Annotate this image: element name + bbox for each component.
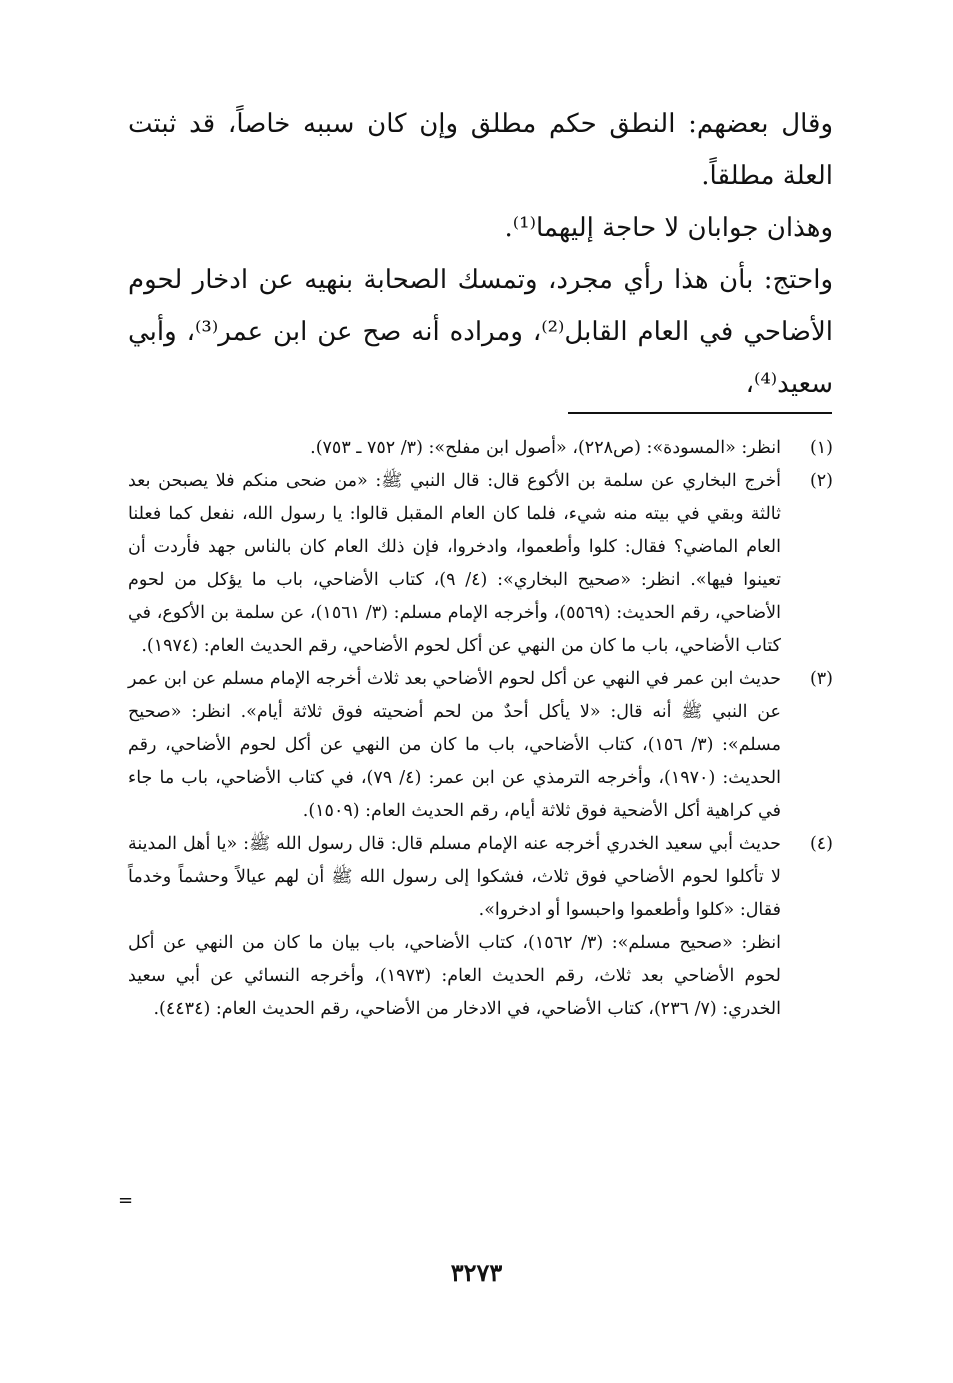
footnote [128, 465, 833, 663]
footnote-number: (١) [809, 438, 833, 458]
footnote-number: (٢) [809, 471, 833, 491]
body-paragraph: وقال بعضهم: النطق حكم مطلق وإن كان سببه خاصاً، قد ثبتت العلة مطلقاً. [128, 109, 833, 191]
footnote [128, 828, 833, 927]
page-number: ٣٢٧٣ [450, 1258, 503, 1287]
footnote-text: حديث ابن عمر في النهي عن أكل لحوم الأضاحي بعد ثلاث أخرجه الإمام مسلم عن ابن عمر عن النبي ﷺ أنه قال: «لا يأكل أحدٌ من لحم أضحيته فوق ثلاثة أيام». انظر: «صحيح مسلم»: (٣/ ١٥٦)، كتاب الأضاحي، باب ما كان من النهي عن أكل لحوم الأضاحي، رقم الحديث: (١٩٧٠)، وأخرجه الترمذي عن ابن عمر: (٤/ ٧٩)، في كتاب الأضاحي، باب ما جاء في كراهية أكل الأضحية فوق ثلاثة أيام، رقم الحديث العام: (١٥٠٩). [128, 669, 781, 821]
footnote-number: (٤) [809, 834, 833, 854]
footnote-separator [568, 412, 832, 414]
footnote-number: (٣) [809, 669, 833, 689]
continuation-mark: = [118, 1190, 134, 1211]
footnote-text: أخرج البخاري عن سلمة بن الأكوع قال: قال النبي ﷺ: «من ضحى منكم فلا يصبحن بعد ثالثة وبقي في بيته منه شيء، فلما كان العام المقبل قالوا: يا رسول الله، نفعل كما فعلنا العام الماضي؟ فقال: كلوا وأطعموا، وادخروا، فإن ذلك العام كان بالناس جهد فأردت أن تعينوا فيها». انظر: «صحيح البخاري»: (٤/ ٩)، كتاب الأضاحي، باب ما يؤكل من لحوم الأضاحي، رقم الحديث: (٥٥٦٩)، وأخرجه الإمام مسلم: (٣/ ١٥٦١)، عن سلمة بن الأكوع، في كتاب الأضاحي، باب ما كان من النهي عن أكل لحوم الأضاحي، رقم الحديث العام: (١٩٧٤). [128, 471, 782, 656]
footnote [128, 663, 833, 828]
footnote-text: انظر: «المسودة»: (ص٢٢٨)، «أصول ابن مفلح»: (٣/ ٧٥٢ ـ ٧٥٣). [310, 438, 781, 458]
main-text [128, 98, 833, 410]
footnotes [128, 432, 833, 1026]
footnote-continuation: انظر: «صحيح مسلم»: (٣/ ١٥٦٢)، كتاب الأضاحي، باب بيان ما كان من النهي عن أكل لحوم الأضاحي بعد ثلاث، رقم الحديث العام: (١٩٧٣)، وأخرجه النسائي عن أبي سعيد الخدري: (٧/ ٢٣٦)، كتاب الأضاحي، في الادخار من الأضاحي، رقم الحديث العام: (٤٤٣٤). [128, 933, 782, 1019]
footnote-text: حديث أبي سعيد الخدري أخرجه عنه الإمام مسلم قال: قال رسول الله ﷺ: «يا أهل المدينة لا تأكلوا لحوم الأضاحي فوق ثلاث، فشكوا إلى رسول الله ﷺ أن لهم عيالاً وحشماً وخدماً فقال: «كلوا وأطعموا واحبسوا أو ادخروا». [128, 834, 781, 920]
body-paragraph: وهذان جوابان لا حاجة إليهما⁽¹⁾. [504, 213, 833, 243]
footnote [128, 432, 833, 465]
body-paragraph: واحتج: بأن هذا رأي مجرد، وتمسك الصحابة بنهيه عن ادخار لحوم الأضاحي في العام القابل⁽²⁾، ومراده أنه صح عن ابن عمر⁽³⁾، وأبي سعيد⁽⁴⁾، [128, 265, 833, 399]
